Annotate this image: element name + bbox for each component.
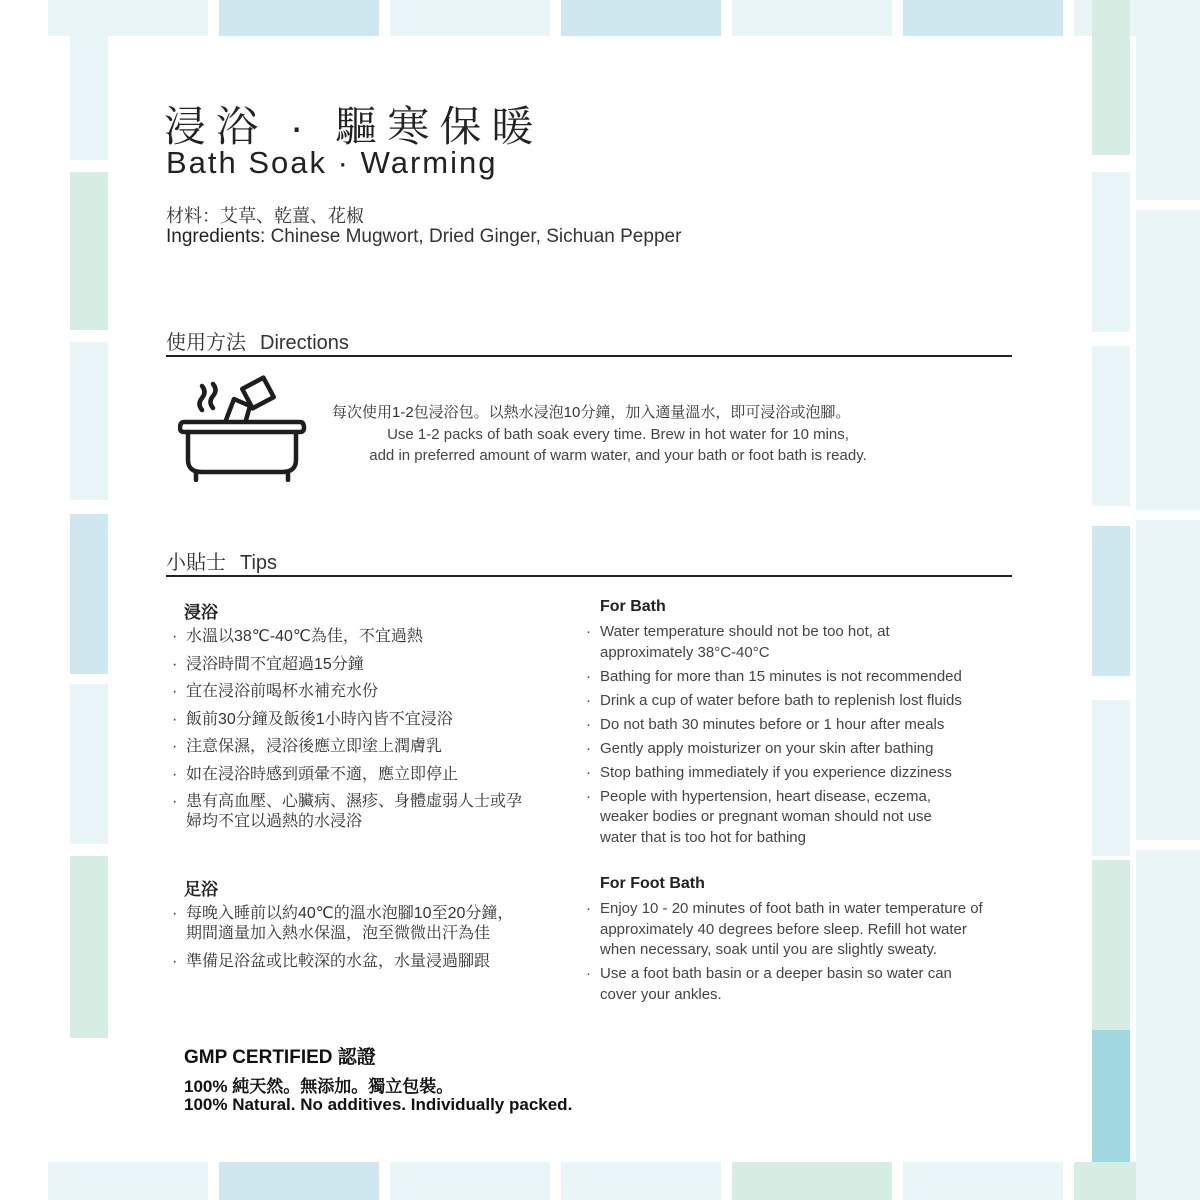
list-item: · 水溫以38℃-40℃為佳，不宜過熱 [170,627,545,647]
tips-heading [166,546,277,575]
mosaic-tile [1136,520,1200,840]
list-item: · People with hypertension, heart disease, eczema, weaker bodies or pregnant woman should not use water that is too hot for bathing [584,787,965,849]
foot-tips-zh [170,904,530,979]
mosaic-tile [1136,850,1200,1200]
tips-heading-zh: 小貼士 [166,552,226,574]
list-item: · Enjoy 10 - 20 minutes of foot bath in water temperature of approximately 40 degrees before sleep. Refill hot water when necessary, soak until you are slightly sweaty. [584,899,985,961]
mosaic-tile [48,1162,208,1200]
mosaic-tile [1092,700,1130,856]
mosaic-tile [903,1162,1063,1200]
bath-title-zh: 浸浴 [184,603,218,622]
list-item: · 注意保濕，浸浴後應立即塗上潤膚乳 [170,737,545,757]
bath-tips-zh [170,627,545,840]
directions-text-en-line2: add in preferred amount of warm water, and your bath or foot bath is ready. [369,447,867,464]
mosaic-tile [219,1162,379,1200]
mosaic-tile [561,1162,721,1200]
mosaic-tile [1092,1030,1130,1162]
tips-divider [166,575,1012,577]
mosaic-tile [732,1162,892,1200]
mosaic-tile [1092,860,1130,1034]
mosaic-tile [219,0,379,36]
mosaic-tile [1092,526,1130,676]
mosaic-tile [561,0,721,36]
mosaic-tile [70,684,108,844]
ingredients-zh: 材料：艾草、乾薑、花椒 [166,206,364,226]
mosaic-tile [70,856,108,1038]
directions-text-en-line1: Use 1-2 packs of bath soak every time. Brew in hot water for 10 mins, [387,426,849,443]
directions-divider [166,355,1012,357]
mosaic-tile [1136,0,1200,200]
list-item: · 飯前30分鐘及飯後1小時內皆不宜浸浴 [170,710,545,730]
footer-line-zh: 100% 純天然。無添加。獨立包裝。 [184,1077,454,1096]
page-title-en: Bath Soak · Warming [166,145,498,180]
foot-title-zh: 足浴 [184,880,218,899]
foot-tips-en [584,899,984,1009]
tips-heading-en: Tips [240,552,278,574]
list-item: · 每晚入睡前以約40℃的溫水泡腳10至20分鐘，期間適量加入熱水保溫，泡至微微出汗為佳 [170,904,526,944]
list-item: · 準備足浴盆或比較深的水盆，水量浸過腳跟 [170,952,530,972]
gmp-certified: GMP CERTIFIED 認證 [184,1047,376,1068]
mosaic-tile [903,0,1063,36]
mosaic-tile [1092,346,1130,506]
mosaic-tile [70,514,108,674]
list-item: · Use a foot bath basin or a deeper basin so water can cover your ankles. [584,964,985,1005]
directions-heading [166,326,349,355]
directions-heading-zh: 使用方法 [166,332,246,354]
list-item: · Gently apply moisturizer on your skin after bathing [584,739,994,760]
bath-title-en: For Bath [600,598,666,615]
list-item: · Do not bath 30 minutes before or 1 hour after meals [584,715,994,736]
directions-text-en [318,424,918,466]
ingredients-en [166,226,681,248]
bath-tips-en [584,622,994,852]
mosaic-tile [390,0,550,36]
mosaic-tile [390,1162,550,1200]
list-item: · 如在浸浴時感到頭暈不適，應立即停止 [170,765,545,785]
ingredients-list: Chinese Mugwort, Dried Ginger, Sichuan Pepper [265,226,682,247]
mosaic-tile [1092,0,1130,155]
list-item: · 患有高血壓、心臟病、濕疹、身體虛弱人士或孕婦均不宜以過熱的水浸浴 [170,792,526,832]
list-item: · 宜在浸浴前喝杯水補充水份 [170,682,545,702]
footer-line-en: 100% Natural. No additives. Individually packed. [184,1095,573,1114]
mosaic-tile [1092,172,1130,332]
bathtub-icon [178,372,308,487]
list-item: · Bathing for more than 15 minutes is not recommended [584,667,994,688]
directions-heading-en: Directions [260,332,349,354]
list-item: · Water temperature should not be too hot, at approximately 38°C-40°C [584,622,930,663]
list-item: · Stop bathing immediately if you experience dizziness [584,763,994,784]
mosaic-tile [70,172,108,330]
foot-title-en: For Foot Bath [600,875,705,892]
mosaic-tile [70,342,108,500]
ingredients-label: Ingredients: [166,226,266,247]
page-title-zh: 浸浴 · 驅寒保暖 [164,103,544,150]
mosaic-tile [1136,210,1200,510]
list-item: · Drink a cup of water before bath to replenish lost fluids [584,691,994,712]
mosaic-tile [70,0,108,160]
mosaic-tile [732,0,892,36]
directions-text-zh: 每次使用1-2包浸浴包。以熱水浸泡10分鐘，加入適量溫水，即可浸浴或泡腳。 [332,404,851,421]
list-item: · 浸浴時間不宜超過15分鐘 [170,655,545,675]
